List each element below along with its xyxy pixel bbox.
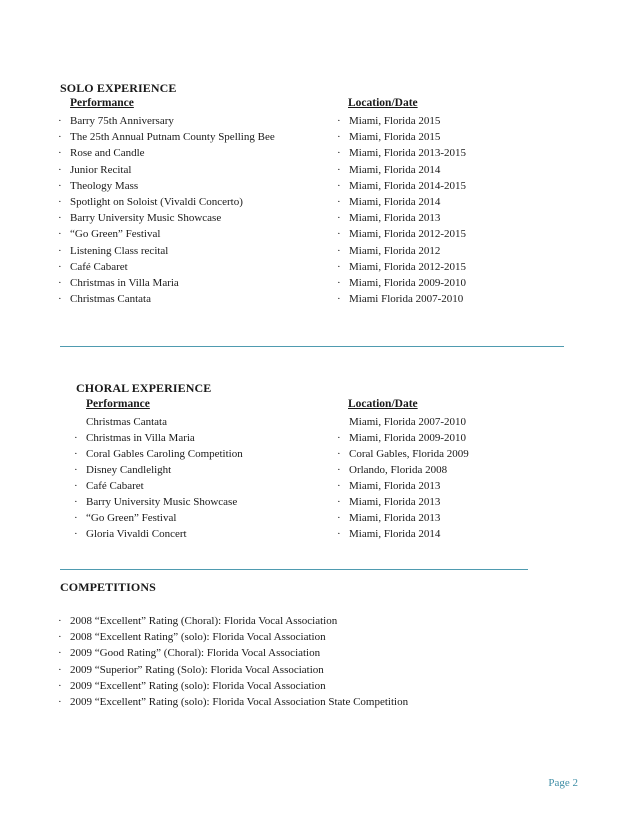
list-item (58, 694, 408, 710)
list-item-text: Miami, Florida 2007-2010 (349, 416, 467, 428)
list-item (337, 210, 440, 226)
bullet-icon: · (74, 448, 78, 460)
list-item-text: Miami, Florida 2015 (349, 131, 441, 144)
list-item (337, 446, 469, 462)
divider-line (60, 569, 528, 570)
list-item (337, 414, 466, 430)
list-item-text: Miami, Florida 2013 (349, 512, 441, 524)
bullet-icon: · (58, 196, 62, 208)
list-item (58, 259, 128, 275)
bullet-icon: · (74, 480, 78, 492)
bullet-icon: · (337, 115, 341, 127)
list-item-text: Coral Gables, Florida 2009 (349, 448, 469, 460)
bullet-icon: · (58, 147, 62, 160)
list-item-text: Barry University Music Showcase (70, 212, 222, 225)
list-item (74, 510, 176, 526)
list-item-text: Miami, Florida 2009-2010 (349, 277, 467, 289)
page-number: Page 2 (548, 777, 578, 789)
list-item-text: Christmas Cantata (70, 293, 151, 306)
bullet-icon: · (58, 631, 62, 644)
bullet-icon: · (74, 464, 78, 476)
list-item (58, 243, 168, 259)
list-item-text: Miami, Florida 2013-2015 (349, 147, 467, 160)
list-item-text: Miami, Florida 2014-2015 (349, 179, 467, 192)
list-item (58, 129, 275, 145)
list-item (74, 526, 187, 542)
list-item (337, 145, 466, 161)
list-item-text: Miami, Florida 2014 (349, 528, 441, 540)
bullet-icon: · (58, 679, 62, 692)
list-item (337, 113, 440, 129)
list-item-text: Miami, Florida 2013 (349, 496, 441, 508)
bullet-icon: · (337, 196, 341, 208)
list-item (58, 194, 243, 210)
list-item-text: Café Cabaret (86, 480, 144, 492)
list-item (58, 678, 326, 694)
list-item (337, 226, 466, 242)
bullet-icon: · (74, 528, 78, 540)
list-item (337, 494, 440, 510)
list-item (74, 462, 171, 478)
list-item (58, 210, 221, 226)
choral-heading: CHORAL EXPERIENCE (76, 381, 212, 395)
list-item (337, 259, 466, 275)
list-item-text: Miami, Florida 2012-2015 (349, 228, 467, 241)
bullet-icon: · (74, 432, 78, 444)
list-item-text: Orlando, Florida 2008 (349, 464, 448, 476)
bullet-icon: · (58, 179, 62, 192)
list-item-text: Miami, Florida 2014 (349, 196, 441, 208)
list-item-text: Miami, Florida 2014 (349, 163, 441, 176)
bullet-icon: · (58, 663, 62, 676)
bullet-icon: · (337, 228, 341, 241)
list-item-text: Coral Gables Caroling Competition (86, 448, 243, 460)
list-item (58, 162, 131, 178)
list-item-text: “Go Green” Festival (70, 228, 161, 241)
solo-col-performance: Performance (70, 97, 134, 109)
bullet-icon: · (58, 212, 62, 225)
list-item (337, 178, 466, 194)
bullet-icon: · (337, 480, 341, 492)
list-item (58, 226, 160, 242)
bullet-icon: · (58, 647, 62, 660)
list-item-text: Spotlight on Soloist (Vivaldi Concerto) (70, 196, 243, 208)
list-item (337, 194, 440, 210)
choral-col-location: Location/Date (348, 398, 418, 410)
list-item (337, 275, 466, 291)
list-item-text: Miami, Florida 2012-2015 (349, 260, 467, 273)
list-item-text: Listening Class recital (70, 244, 169, 257)
list-item-text: 2009 “Excellent” Rating (solo): Florida Vocal Association (70, 679, 326, 692)
bullet-icon: · (58, 163, 62, 176)
bullet-icon: · (74, 512, 78, 524)
list-item (58, 275, 179, 291)
list-item (58, 662, 324, 678)
list-item-text: Rose and Candle (70, 147, 145, 160)
bullet-icon: · (58, 277, 62, 289)
bullet-icon: · (337, 448, 341, 460)
bullet-icon: · (337, 147, 341, 160)
bullet-icon: · (337, 131, 341, 144)
list-item (74, 414, 167, 430)
list-item (337, 430, 466, 446)
bullet-icon: · (337, 464, 341, 476)
list-item-text: Disney Candlelight (86, 464, 172, 476)
list-item-text: Miami, Florida 2013 (349, 480, 441, 492)
list-item (58, 645, 320, 661)
bullet-icon: · (337, 432, 341, 444)
bullet-icon: · (58, 293, 62, 306)
list-item (337, 291, 463, 307)
list-item (337, 526, 440, 542)
list-item (74, 430, 195, 446)
list-item (58, 145, 145, 161)
solo-heading: SOLO EXPERIENCE (60, 81, 177, 95)
bullet-icon: · (337, 163, 341, 176)
divider-line (60, 346, 564, 347)
list-item (58, 613, 337, 629)
list-item-text: Miami, Florida 2012 (349, 244, 441, 257)
list-item (58, 291, 151, 307)
list-item-text: “Go Green” Festival (86, 512, 177, 524)
list-item-text: Junior Recital (70, 163, 132, 176)
list-item-text: Theology Mass (70, 179, 139, 192)
list-item (74, 478, 144, 494)
list-item-text: Barry University Music Showcase (86, 496, 238, 508)
list-item (337, 478, 440, 494)
bullet-icon: · (58, 115, 62, 127)
list-item-text: Café Cabaret (70, 260, 128, 273)
list-item (74, 494, 237, 510)
bullet-icon: · (337, 244, 341, 257)
list-item-text: 2009 “Superior” Rating (Solo): Florida Vocal Association (70, 663, 324, 676)
bullet-icon: · (337, 179, 341, 192)
list-item-text: The 25th Annual Putnam County Spelling Bee (70, 131, 275, 144)
list-item (337, 243, 440, 259)
list-item (58, 113, 174, 129)
list-item (74, 446, 243, 462)
list-item-text: Miami Florida 2007-2010 (349, 293, 464, 306)
list-item-text: 2008 “Excellent Rating” (solo): Florida Vocal Association (70, 631, 326, 644)
list-item (337, 129, 440, 145)
list-item (58, 178, 138, 194)
bullet-icon: · (337, 512, 341, 524)
choral-col-performance: Performance (86, 398, 150, 410)
list-item (58, 629, 326, 645)
bullet-icon: · (74, 496, 78, 508)
bullet-icon: · (58, 244, 62, 257)
list-item-text: Miami, Florida 2009-2010 (349, 432, 467, 444)
list-item-text: 2009 “Excellent” Rating (solo): Florida Vocal Association State Competition (70, 696, 409, 708)
list-item-text: Miami, Florida 2013 (349, 212, 441, 225)
bullet-icon: · (337, 528, 341, 540)
list-item-text: 2008 “Excellent” Rating (Choral): Florida Vocal Association (70, 615, 338, 627)
bullet-icon: · (58, 260, 62, 273)
list-item-text: Miami, Florida 2015 (349, 115, 441, 127)
bullet-icon: · (337, 260, 341, 273)
bullet-icon: · (337, 277, 341, 289)
bullet-icon: · (337, 496, 341, 508)
list-item (337, 162, 440, 178)
bullet-icon: · (337, 212, 341, 225)
list-item-text: Barry 75th Anniversary (70, 115, 174, 127)
bullet-icon: · (58, 696, 62, 708)
list-item (337, 462, 447, 478)
list-item-text: Christmas Cantata (86, 416, 167, 428)
list-item-text: Gloria Vivaldi Concert (86, 528, 187, 540)
bullet-icon: · (58, 228, 62, 241)
solo-col-location: Location/Date (348, 97, 418, 109)
list-item-text: Christmas in Villa Maria (70, 277, 179, 289)
list-item-text: Christmas in Villa Maria (86, 432, 195, 444)
bullet-icon: · (58, 615, 62, 627)
competitions-heading: COMPETITIONS (60, 580, 156, 594)
list-item-text: 2009 “Good Rating” (Choral): Florida Vocal Association (70, 647, 321, 660)
bullet-icon: · (337, 293, 341, 306)
bullet-icon: · (58, 131, 62, 144)
list-item (337, 510, 440, 526)
